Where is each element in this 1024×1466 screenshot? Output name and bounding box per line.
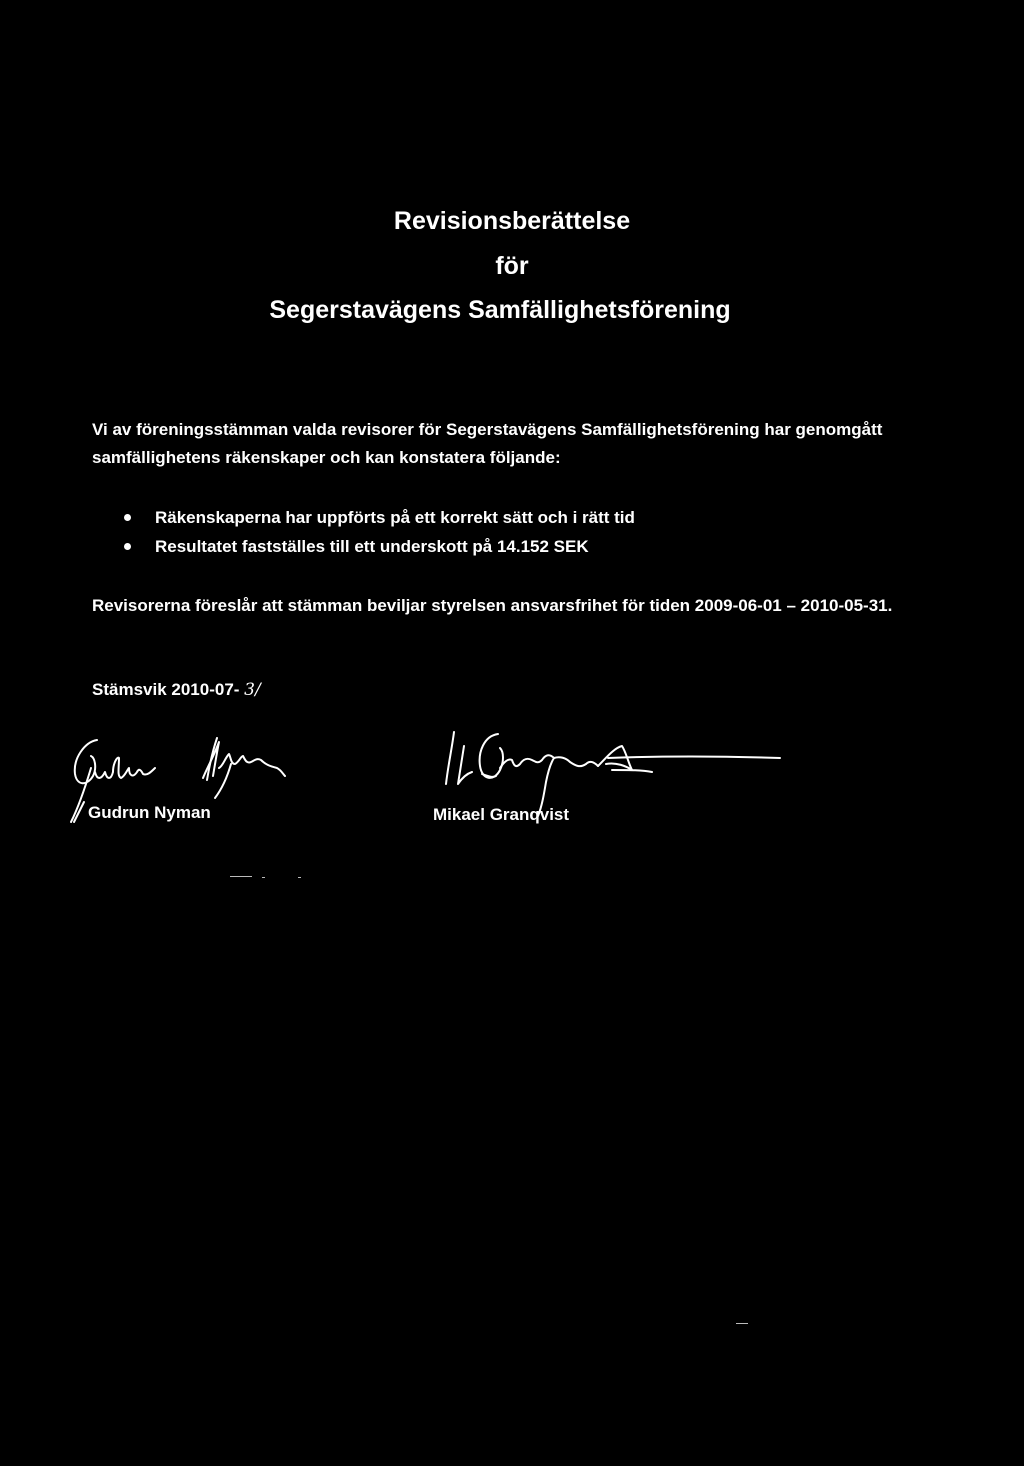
finding-text: Räkenskaperna har uppförts på ett korrekt sätt och i rätt tid xyxy=(155,508,635,527)
list-item xyxy=(124,503,635,532)
signatory-name: Gudrun Nyman xyxy=(88,803,211,822)
finding-text: Resultatet fastställes till ett underskott på 14.152 SEK xyxy=(155,537,589,556)
scan-speck xyxy=(262,877,265,878)
place-and-date xyxy=(92,676,261,704)
signatory-name: Mikael Granqvist xyxy=(433,805,570,824)
bullet-icon xyxy=(124,543,131,550)
association-name: Segerstavägens Samfällighetsförening xyxy=(269,296,731,324)
signature-stroke xyxy=(70,800,90,826)
scan-speck xyxy=(298,877,301,878)
scan-speck xyxy=(736,1323,748,1324)
document-title-for: för xyxy=(495,252,529,280)
findings-list xyxy=(124,503,635,561)
place-date-handwritten-day: 3/ xyxy=(244,680,261,700)
place-date-printed: Stämsvik 2010-07- xyxy=(92,680,240,699)
intro-paragraph: Vi av föreningsstämman valda revisorer för Segerstavägens Samfällighetsförening har genomgått samfällighetens räkenskaper och kan konstatera följande: xyxy=(92,420,883,467)
list-item xyxy=(124,532,635,561)
proposal-paragraph: Revisorerna föreslår att stämman beviljar styrelsen ansvarsfrihet för tiden 2009-06-01 – 2010-05-31. xyxy=(92,596,893,615)
bullet-icon xyxy=(124,514,131,521)
scan-speck xyxy=(230,876,252,877)
document-title: Revisionsberättelse xyxy=(393,207,631,235)
